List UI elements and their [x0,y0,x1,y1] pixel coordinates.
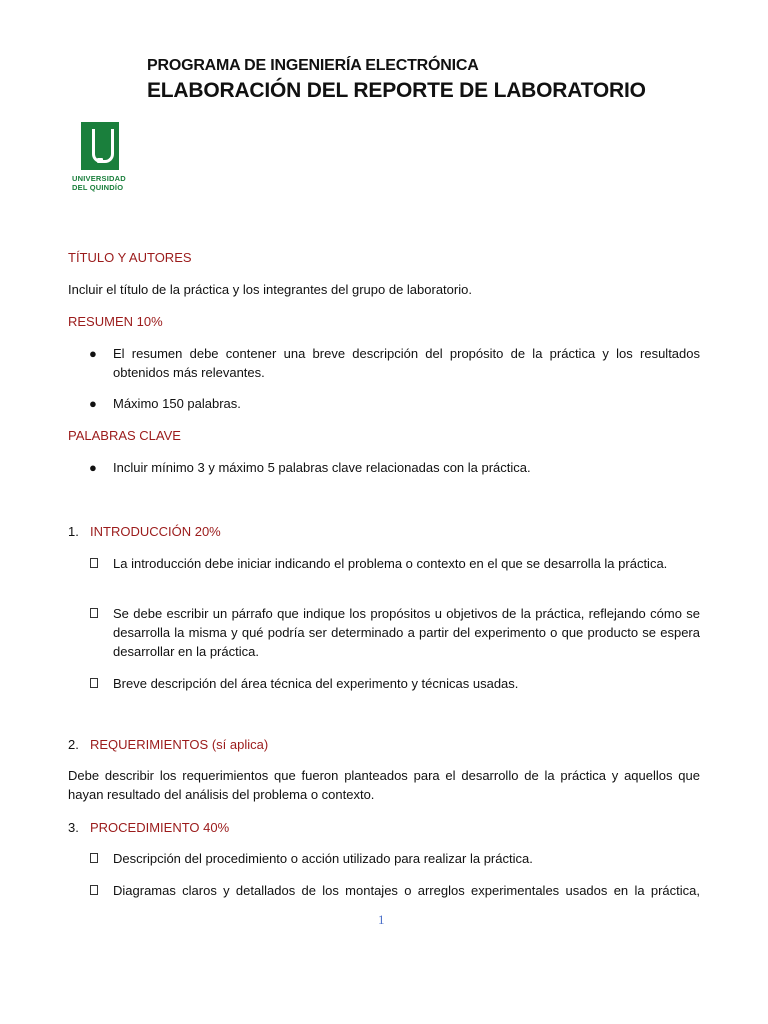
logo-shield-icon [81,122,119,170]
list-item: Breve descripción del área técnica del experimento y técnicas usadas. [113,676,519,691]
page-number: 1 [378,912,385,927]
square-bullet-icon [90,678,98,688]
square-bullet-icon [90,558,98,568]
program-name: PROGRAMA DE INGENIERÍA ELECTRÓNICA [147,57,479,74]
list-item: Descripción del procedimiento o acción utilizado para realizar la práctica. [113,851,533,866]
bullet-dot: ● [89,346,97,361]
list-item: El resumen debe contener una breve descripción del propósito de la práctica y los resultados obtenidos más relevantes. [113,346,700,380]
square-bullet-icon [90,608,98,618]
list-item: La introducción debe iniciar indicando el problema o contexto en el que se desarrolla la práctica. [113,556,668,571]
section-number: 2. [68,737,79,752]
list-item: Diagramas claros y detallados de los montajes o arreglos experimentales usados en la práctica, [113,883,700,898]
list-item: Se debe escribir un párrafo que indique los propósitos u objetivos de la práctica, reflejando cómo se desarrolla la misma y qué podría ser determinado a partir del experimento o que producto se espera desarrollar en la práctica. [113,606,700,659]
section-text-titulo: Incluir el título de la práctica y los integrantes del grupo de laboratorio. [68,282,472,297]
section-number: 1. [68,524,79,539]
section-number: 3. [68,820,79,835]
university-logo [72,122,134,194]
document-title: ELABORACIÓN DEL REPORTE DE LABORATORIO [147,79,646,102]
logo-text-line2: DEL QUINDÍO [72,183,124,192]
section-heading-titulo: TÍTULO Y AUTORES [68,250,192,265]
logo-text-line1: UNIVERSIDAD [72,174,126,183]
square-bullet-icon [90,853,98,863]
section-heading-procedimiento: PROCEDIMIENTO 40% [90,820,230,835]
list-item: Máximo 150 palabras. [113,396,241,411]
bullet-dot: ● [89,396,97,411]
section-heading-resumen: RESUMEN 10% [68,314,163,329]
section-text-requerimientos: Debe describir los requerimientos que fueron planteados para el desarrollo de la práctica y aquellos que hayan resultado del análisis del problema o contexto. [68,768,700,802]
section-heading-introduccion: INTRODUCCIÓN 20% [90,524,221,539]
square-bullet-icon [90,885,98,895]
bullet-dot: ● [89,460,97,475]
section-heading-palabras: PALABRAS CLAVE [68,428,181,443]
list-item: Incluir mínimo 3 y máximo 5 palabras clave relacionadas con la práctica. [113,460,531,475]
section-heading-requerimientos: REQUERIMIENTOS (sí aplica) [90,737,269,752]
